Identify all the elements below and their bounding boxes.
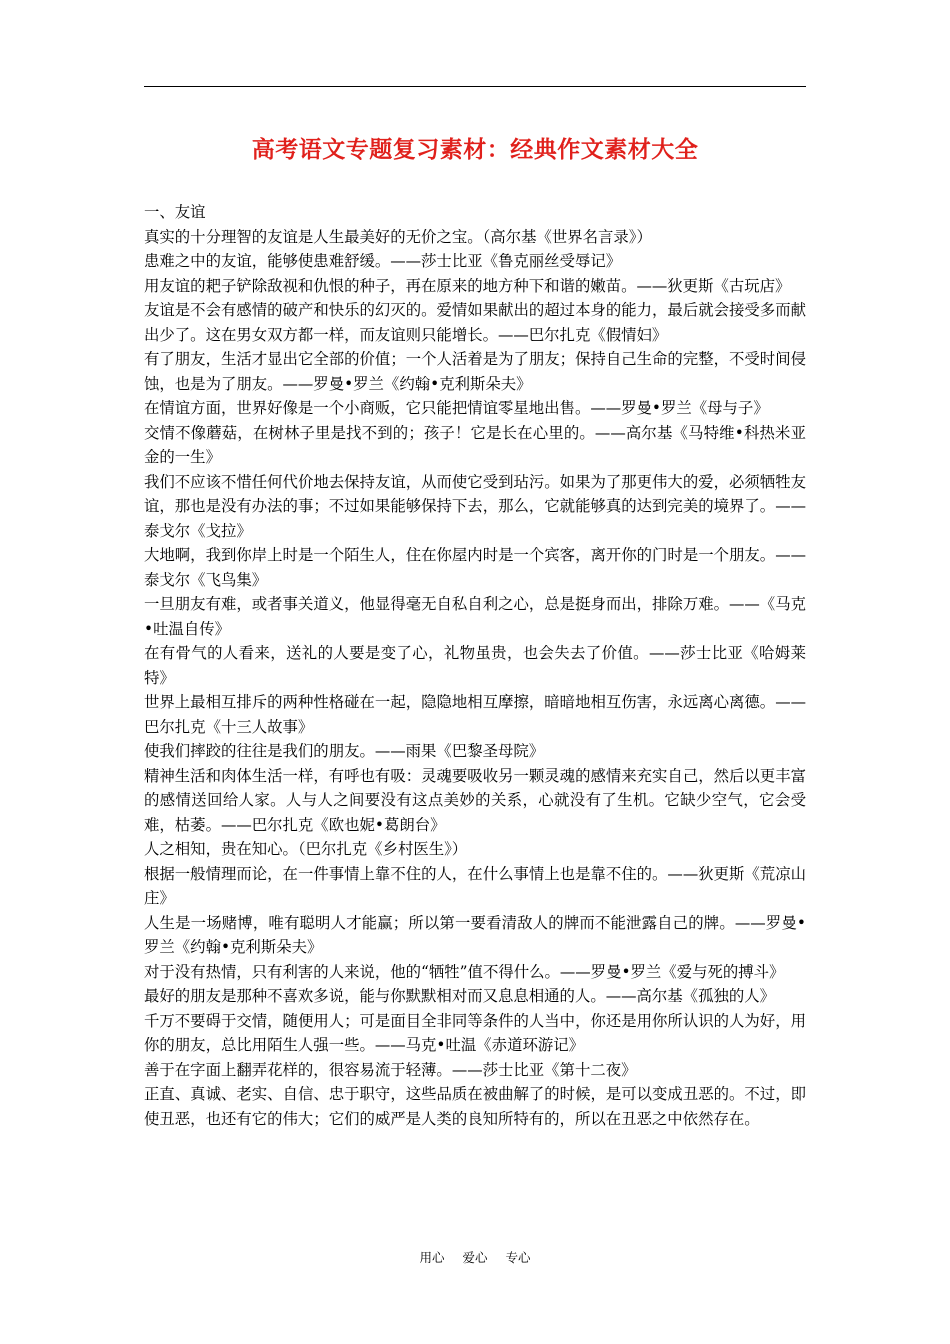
footer-motto: 爱心 bbox=[462, 1250, 488, 1265]
page-footer bbox=[0, 1249, 950, 1267]
quote-paragraph: 人之相知，贵在知心。（巴尔扎克《乡村医生》） bbox=[144, 840, 468, 858]
document-title: 高考语文专题复习素材：经典作文素材大全 bbox=[251, 137, 699, 163]
quote-paragraph: 最好的朋友是那种不喜欢多说，能与你默默相对而又息息相通的人。——高尔基《孤独的人》 bbox=[144, 987, 776, 1005]
quote-paragraph: 千万不要碍于交情，随便用人；可是面目全非同等条件的人当中，你还是用你所认识的人为好，用你的朋友，总比用陌生人强一些。——马克•吐温《赤道环游记》 bbox=[144, 1011, 806, 1054]
quote-paragraph: 在情谊方面，世界好像是一个小商贩，它只能把情谊零星地出售。——罗曼•罗兰《母与子》 bbox=[144, 399, 769, 417]
quote-paragraph: 人生是一场赌博，唯有聪明人才能赢；所以第一要看清敌人的牌而不能泄露自己的牌。——罗曼•罗兰《约翰•克利斯朵夫》 bbox=[144, 913, 806, 956]
quote-paragraph: 在有骨气的人看来，送礼的人要是变了心，礼物虽贵，也会失去了价值。——莎士比亚《哈姆莱特》 bbox=[144, 644, 806, 687]
quote-paragraph: 正直、真诚、老实、自信、忠于职守，这些品质在被曲解了的时候，是可以变成丑恶的。不过，即使丑恶，也还有它的伟大；它们的威严是人类的良知所特有的，所以在丑恶之中依然存在。 bbox=[144, 1085, 806, 1128]
quote-paragraph: 交情不像蘑菇，在树林子里是找不到的；孩子！它是长在心里的。——高尔基《马特维•科热米亚金的一生》 bbox=[144, 423, 806, 466]
quote-paragraph: 一旦朋友有难，或者事关道义，他显得毫无自私自利之心，总是挺身而出，排除万难。——《马克•吐温自传》 bbox=[144, 595, 806, 638]
quote-paragraph: 患难之中的友谊，能够使患难舒缓。——莎士比亚《鲁克丽丝受辱记》 bbox=[144, 252, 622, 270]
quote-paragraph: 有了朋友，生活才显出它全部的价值；一个人活着是为了朋友；保持自己生命的完整，不受时间侵蚀，也是为了朋友。——罗曼•罗兰《约翰•克利斯朵夫》 bbox=[144, 350, 806, 393]
quote-paragraph: 我们不应该不惜任何代价地去保持友谊，从而使它受到玷污。如果为了那更伟大的爱，必须牺牲友谊，那也是没有办法的事；不过如果能够保持下去，那么，它就能够真的达到完美的境界了。——泰戈尔《戈拉》 bbox=[144, 472, 806, 540]
quote-paragraph: 真实的十分理智的友谊是人生最美好的无价之宝。（高尔基《世界名言录》） bbox=[144, 227, 652, 246]
quote-paragraph: 使我们摔跤的往往是我们的朋友。——雨果《巴黎圣母院》 bbox=[144, 742, 545, 760]
quote-paragraph: 根据一般情理而论，在一件事情上靠不住的人，在什么事情上也是靠不住的。——狄更斯《荒凉山庄》 bbox=[144, 864, 806, 907]
header-rule bbox=[144, 86, 806, 87]
footer-motto: 用心 bbox=[419, 1250, 445, 1265]
footer-motto: 专心 bbox=[505, 1250, 531, 1265]
quote-paragraph: 对于没有热情，只有利害的人来说，他的“牺牲”值不得什么。——罗曼•罗兰《爱与死的搏斗》 bbox=[144, 962, 785, 981]
quote-paragraph: 善于在字面上翻弄花样的，很容易流于轻薄。——莎士比亚《第十二夜》 bbox=[144, 1060, 637, 1079]
document-body bbox=[144, 200, 806, 1131]
quote-paragraph: 大地啊，我到你岸上时是一个陌生人，住在你屋内时是一个宾客，离开你的门时是一个朋友。——泰戈尔《飞鸟集》 bbox=[144, 546, 806, 589]
section-heading: 一、友谊 bbox=[144, 203, 206, 221]
quote-paragraph: 友谊是不会有感情的破产和快乐的幻灭的。爱情如果献出的超过本身的能力，最后就会接受多而献出少了。这在男女双方都一样，而友谊则只能增长。——巴尔扎克《假情妇》 bbox=[144, 301, 806, 344]
quote-paragraph: 世界上最相互排斥的两种性格碰在一起，隐隐地相互摩擦，暗暗地相互伤害，永远离心离德。——巴尔扎克《十三人故事》 bbox=[144, 693, 806, 736]
quote-paragraph: 精神生活和肉体生活一样，有呼也有吸：灵魂要吸收另一颗灵魂的感情来充实自己，然后以更丰富的感情送回给人家。人与人之间要没有这点美妙的关系，心就没有了生机。它缺少空气，它会受难，枯萎。——巴尔扎克《欧也妮•葛朗台》 bbox=[144, 766, 806, 834]
quote-paragraph: 用友谊的耙子铲除敌视和仇恨的种子，再在原来的地方种下和谐的嫩苗。——狄更斯《古玩店》 bbox=[144, 276, 791, 295]
